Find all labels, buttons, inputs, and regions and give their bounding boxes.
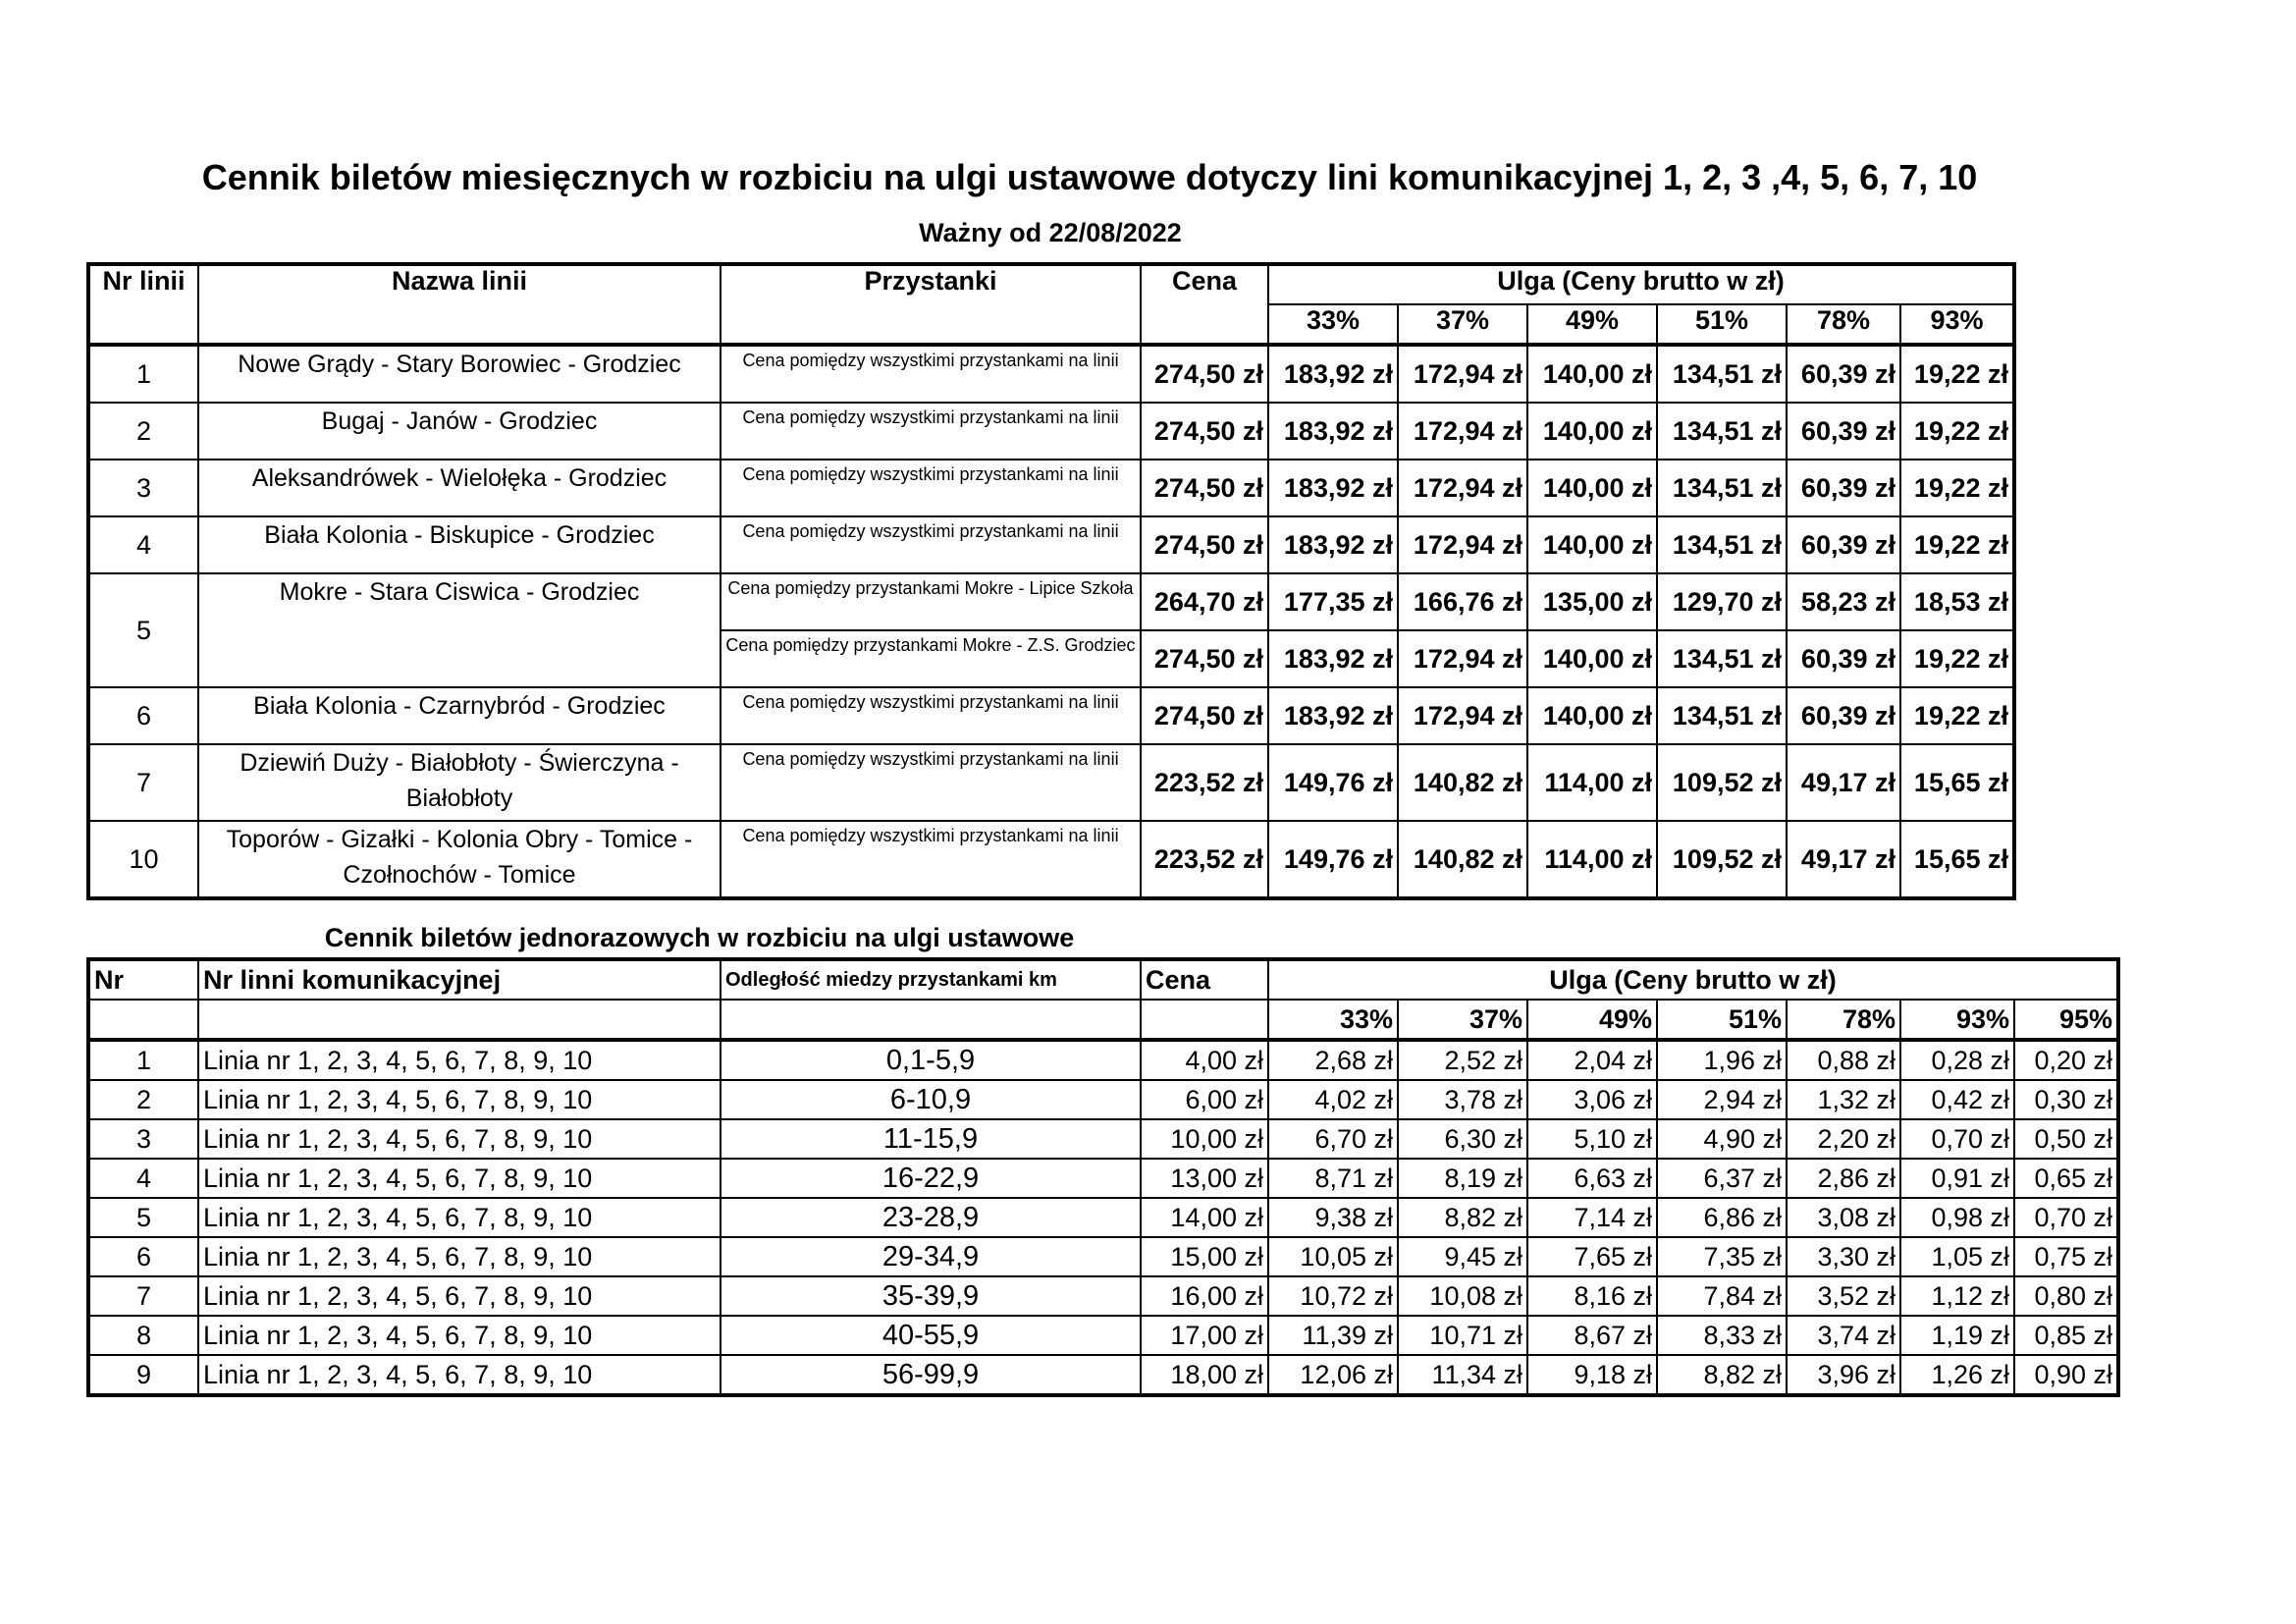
price-cell: 134,51 zł [1657, 403, 1787, 460]
price-cell: 114,00 zł [1527, 821, 1657, 898]
price-cell: 10,71 zł [1398, 1316, 1527, 1355]
line-list: Linia nr 1, 2, 3, 4, 5, 6, 7, 8, 9, 10 [198, 1276, 721, 1316]
price-cell: 3,74 zł [1787, 1316, 1900, 1355]
price-cell: 1,12 zł [1900, 1276, 2014, 1316]
table-row [88, 573, 2014, 630]
price-cell: 10,08 zł [1398, 1276, 1527, 1316]
price-cell: 2,20 zł [1787, 1119, 1900, 1159]
line-name: Bugaj - Janów - Grodziec [198, 403, 721, 460]
distance-range: 56-99,9 [721, 1355, 1141, 1395]
header-nr: Nr [88, 959, 198, 1000]
price-cell: 274,50 zł [1141, 516, 1268, 573]
table-row [88, 1276, 2118, 1316]
price-cell: 3,52 zł [1787, 1276, 1900, 1316]
price-cell: 18,00 zł [1141, 1355, 1268, 1395]
price-cell: 13,00 zł [1141, 1159, 1268, 1198]
monthly-price-table [86, 262, 2016, 900]
single-price-table [86, 957, 2120, 1397]
price-cell: 60,39 zł [1787, 687, 1900, 744]
table-row [88, 460, 2014, 516]
stops-description: Cena pomiędzy wszystkimi przystankami na linii [721, 687, 1141, 744]
stops-description: Cena pomiędzy wszystkimi przystankami na linii [721, 345, 1141, 403]
distance-range: 29-34,9 [721, 1237, 1141, 1276]
price-cell: 6,70 zł [1268, 1119, 1398, 1159]
header-pct: 51% [1657, 1000, 1787, 1040]
header-pct: 95% [2014, 1000, 2118, 1040]
price-cell: 49,17 zł [1787, 744, 1900, 821]
row-number: 6 [88, 1237, 198, 1276]
price-cell: 8,33 zł [1657, 1316, 1787, 1355]
single-ticket-title: Cennik biletów jednorazowych w rozbiciu na ulgi ustawowe [324, 923, 1075, 952]
price-cell: 9,45 zł [1398, 1237, 1527, 1276]
price-cell: 18,53 zł [1900, 573, 2014, 630]
single-table-body [88, 1040, 2118, 1395]
table-row [88, 1198, 2118, 1237]
price-cell: 3,78 zł [1398, 1080, 1527, 1119]
price-cell: 60,39 zł [1787, 345, 1900, 403]
row-number: 1 [88, 1040, 198, 1080]
price-cell: 60,39 zł [1787, 403, 1900, 460]
row-number: 8 [88, 1316, 198, 1355]
price-cell: 183,92 zł [1268, 516, 1398, 573]
distance-range: 23-28,9 [721, 1198, 1141, 1237]
price-cell: 0,80 zł [2014, 1276, 2118, 1316]
table-row [88, 1119, 2118, 1159]
price-cell: 15,65 zł [1900, 821, 2014, 898]
price-cell: 0,98 zł [1900, 1198, 2014, 1237]
price-cell: 12,06 zł [1268, 1355, 1398, 1395]
price-cell: 0,42 zł [1900, 1080, 2014, 1119]
header-empty [198, 1000, 721, 1040]
price-cell: 183,92 zł [1268, 345, 1398, 403]
line-number: 5 [88, 573, 198, 687]
price-cell: 19,22 zł [1900, 630, 2014, 687]
price-cell: 4,90 zł [1657, 1119, 1787, 1159]
line-list: Linia nr 1, 2, 3, 4, 5, 6, 7, 8, 9, 10 [198, 1040, 721, 1080]
price-cell: 183,92 zł [1268, 403, 1398, 460]
line-number: 3 [88, 460, 198, 516]
line-name: Toporów - Gizałki - Kolonia Obry - Tomice - Czołnochów - Tomice [198, 821, 721, 898]
header-pct: 49% [1527, 304, 1657, 345]
header-price: Cena [1141, 264, 1268, 345]
price-cell: 172,94 zł [1398, 403, 1527, 460]
line-number: 1 [88, 345, 198, 403]
line-list: Linia nr 1, 2, 3, 4, 5, 6, 7, 8, 9, 10 [198, 1316, 721, 1355]
line-number: 4 [88, 516, 198, 573]
price-cell: 0,30 zł [2014, 1080, 2118, 1119]
price-cell: 11,34 zł [1398, 1355, 1527, 1395]
price-cell: 274,50 zł [1141, 630, 1268, 687]
line-name: Biała Kolonia - Biskupice - Grodziec [198, 516, 721, 573]
price-cell: 8,16 zł [1527, 1276, 1657, 1316]
price-cell: 19,22 zł [1900, 687, 2014, 744]
row-number: 9 [88, 1355, 198, 1395]
table-row [88, 403, 2014, 460]
table-row [88, 821, 2014, 898]
price-cell: 4,00 zł [1141, 1040, 1268, 1080]
price-cell: 274,50 zł [1141, 345, 1268, 403]
price-cell: 1,32 zł [1787, 1080, 1900, 1119]
header-discount: Ulga (Ceny brutto w zł) [1268, 264, 2014, 304]
distance-range: 0,1-5,9 [721, 1040, 1141, 1080]
price-cell: 5,10 zł [1527, 1119, 1657, 1159]
table-row [88, 1080, 2118, 1119]
price-cell: 8,82 zł [1657, 1355, 1787, 1395]
table-row [88, 1316, 2118, 1355]
price-cell: 223,52 zł [1141, 744, 1268, 821]
price-cell: 0,88 zł [1787, 1040, 1900, 1080]
price-cell: 4,02 zł [1268, 1080, 1398, 1119]
price-cell: 264,70 zł [1141, 573, 1268, 630]
stops-description: Cena pomiędzy wszystkimi przystankami na linii [721, 516, 1141, 573]
price-cell: 166,76 zł [1398, 573, 1527, 630]
price-cell: 172,94 zł [1398, 516, 1527, 573]
line-list: Linia nr 1, 2, 3, 4, 5, 6, 7, 8, 9, 10 [198, 1119, 721, 1159]
price-cell: 0,75 zł [2014, 1237, 2118, 1276]
header-pct: 37% [1398, 1000, 1527, 1040]
price-cell: 140,00 zł [1527, 403, 1657, 460]
line-list: Linia nr 1, 2, 3, 4, 5, 6, 7, 8, 9, 10 [198, 1159, 721, 1198]
header-pct: 49% [1527, 1000, 1657, 1040]
price-cell: 10,00 zł [1141, 1119, 1268, 1159]
monthly-table-body [88, 345, 2014, 898]
header-stops: Przystanki [721, 264, 1141, 345]
price-cell: 6,86 zł [1657, 1198, 1787, 1237]
header-name: Nazwa linii [198, 264, 721, 345]
price-cell: 19,22 zł [1900, 516, 2014, 573]
price-cell: 1,26 zł [1900, 1355, 2014, 1395]
distance-range: 11-15,9 [721, 1119, 1141, 1159]
price-cell: 114,00 zł [1527, 744, 1657, 821]
price-cell: 0,20 zł [2014, 1040, 2118, 1080]
line-list: Linia nr 1, 2, 3, 4, 5, 6, 7, 8, 9, 10 [198, 1237, 721, 1276]
price-cell: 140,00 zł [1527, 687, 1657, 744]
row-number: 7 [88, 1276, 198, 1316]
price-cell: 140,82 zł [1398, 821, 1527, 898]
price-cell: 8,71 zł [1268, 1159, 1398, 1198]
header-pct: 33% [1268, 304, 1398, 345]
price-cell: 60,39 zł [1787, 516, 1900, 573]
price-cell: 60,39 zł [1787, 460, 1900, 516]
price-cell: 183,92 zł [1268, 687, 1398, 744]
validity-date: Ważny od 22/08/2022 [919, 218, 1182, 247]
price-cell: 140,00 zł [1527, 630, 1657, 687]
price-cell: 6,63 zł [1527, 1159, 1657, 1198]
price-cell: 1,19 zł [1900, 1316, 2014, 1355]
price-cell: 11,39 zł [1268, 1316, 1398, 1355]
row-number: 4 [88, 1159, 198, 1198]
price-cell: 0,85 zł [2014, 1316, 2118, 1355]
table-row [88, 1040, 2118, 1080]
table-row [88, 1159, 2118, 1198]
line-number: 7 [88, 744, 198, 821]
price-cell: 172,94 zł [1398, 460, 1527, 516]
table-row [88, 1237, 2118, 1276]
price-cell: 2,86 zł [1787, 1159, 1900, 1198]
price-cell: 140,00 zł [1527, 460, 1657, 516]
price-cell: 2,52 zł [1398, 1040, 1527, 1080]
header-pct: 51% [1657, 304, 1787, 345]
table-row [88, 345, 2014, 403]
line-name: Aleksandrówek - Wielołęka - Grodziec [198, 460, 721, 516]
price-cell: 223,52 zł [1141, 821, 1268, 898]
price-cell: 2,04 zł [1527, 1040, 1657, 1080]
line-name: Nowe Grądy - Stary Borowiec - Grodziec [198, 345, 721, 403]
price-cell: 134,51 zł [1657, 345, 1787, 403]
price-cell: 15,65 zł [1900, 744, 2014, 821]
line-name: Biała Kolonia - Czarnybród - Grodziec [198, 687, 721, 744]
table-row [88, 687, 2014, 744]
price-cell: 19,22 zł [1900, 345, 2014, 403]
row-number: 5 [88, 1198, 198, 1237]
header-nr: Nr linii [88, 264, 198, 345]
stops-description: Cena pomiędzy przystankami Mokre - Lipice Szkoła [721, 573, 1141, 630]
price-cell: 10,05 zł [1268, 1237, 1398, 1276]
price-cell: 8,82 zł [1398, 1198, 1527, 1237]
price-cell: 15,00 zł [1141, 1237, 1268, 1276]
header-empty [721, 1000, 1141, 1040]
price-cell: 17,00 zł [1141, 1316, 1268, 1355]
price-cell: 9,18 zł [1527, 1355, 1657, 1395]
price-cell: 140,00 zł [1527, 516, 1657, 573]
price-cell: 16,00 zł [1141, 1276, 1268, 1316]
header-empty [88, 1000, 198, 1040]
price-cell: 60,39 zł [1787, 630, 1900, 687]
distance-range: 16-22,9 [721, 1159, 1141, 1198]
header-pct: 93% [1900, 304, 2014, 345]
price-cell: 6,00 zł [1141, 1080, 1268, 1119]
price-cell: 2,94 zł [1657, 1080, 1787, 1119]
price-cell: 58,23 zł [1787, 573, 1900, 630]
table-row [88, 1355, 2118, 1395]
line-number: 10 [88, 821, 198, 898]
price-cell: 177,35 zł [1268, 573, 1398, 630]
line-list: Linia nr 1, 2, 3, 4, 5, 6, 7, 8, 9, 10 [198, 1080, 721, 1119]
page-title: Cennik biletów miesięcznych w rozbiciu na ulgi ustawowe dotyczy lini komunikacyjnej 1, 2, 3 ,4, 5, 6, 7, 10 [201, 157, 1978, 197]
price-cell: 8,67 zł [1527, 1316, 1657, 1355]
price-cell: 109,52 zł [1657, 744, 1787, 821]
price-cell: 19,22 zł [1900, 460, 2014, 516]
price-cell: 134,51 zł [1657, 516, 1787, 573]
price-cell: 7,35 zł [1657, 1237, 1787, 1276]
header-empty [1141, 1000, 1268, 1040]
price-cell: 3,06 zł [1527, 1080, 1657, 1119]
price-cell: 1,96 zł [1657, 1040, 1787, 1080]
price-cell: 109,52 zł [1657, 821, 1787, 898]
price-cell: 7,65 zł [1527, 1237, 1657, 1276]
header-distance: Odległość miedzy przystankami km [721, 959, 1141, 1000]
header-pct: 78% [1787, 1000, 1900, 1040]
price-cell: 2,68 zł [1268, 1040, 1398, 1080]
price-cell: 149,76 zł [1268, 821, 1398, 898]
price-cell: 134,51 zł [1657, 687, 1787, 744]
price-cell: 172,94 zł [1398, 630, 1527, 687]
header-pct: 37% [1398, 304, 1527, 345]
row-number: 3 [88, 1119, 198, 1159]
price-cell: 0,70 zł [1900, 1119, 2014, 1159]
price-cell: 0,65 zł [2014, 1159, 2118, 1198]
distance-range: 35-39,9 [721, 1276, 1141, 1316]
header-pct: 78% [1787, 304, 1900, 345]
price-cell: 6,37 zł [1657, 1159, 1787, 1198]
price-cell: 3,96 zł [1787, 1355, 1900, 1395]
price-cell: 134,51 zł [1657, 630, 1787, 687]
price-cell: 6,30 zł [1398, 1119, 1527, 1159]
stops-description: Cena pomiędzy wszystkimi przystankami na linii [721, 403, 1141, 460]
price-cell: 183,92 zł [1268, 460, 1398, 516]
price-cell: 172,94 zł [1398, 687, 1527, 744]
line-number: 2 [88, 403, 198, 460]
price-cell: 7,84 zł [1657, 1276, 1787, 1316]
stops-description: Cena pomiędzy wszystkimi przystankami na linii [721, 821, 1141, 898]
price-cell: 8,19 zł [1398, 1159, 1527, 1198]
price-cell: 1,05 zł [1900, 1237, 2014, 1276]
line-number: 6 [88, 687, 198, 744]
price-cell: 135,00 zł [1527, 573, 1657, 630]
price-cell: 274,50 zł [1141, 460, 1268, 516]
header-line: Nr linni komunikacyjnej [198, 959, 721, 1000]
price-cell: 0,50 zł [2014, 1119, 2118, 1159]
price-cell: 7,14 zł [1527, 1198, 1657, 1237]
header-price: Cena [1141, 959, 1268, 1000]
price-cell: 172,94 zł [1398, 345, 1527, 403]
price-cell: 3,30 zł [1787, 1237, 1900, 1276]
price-cell: 274,50 zł [1141, 687, 1268, 744]
price-cell: 274,50 zł [1141, 403, 1268, 460]
line-name: Dziewiń Duży - Białobłoty - Świerczyna - Białobłoty [198, 744, 721, 821]
price-cell: 0,90 zł [2014, 1355, 2118, 1395]
stops-description: Cena pomiędzy wszystkimi przystankami na linii [721, 460, 1141, 516]
row-number: 2 [88, 1080, 198, 1119]
header-pct: 33% [1268, 1000, 1398, 1040]
price-cell: 183,92 zł [1268, 630, 1398, 687]
price-cell: 9,38 zł [1268, 1198, 1398, 1237]
stops-description: Cena pomiędzy wszystkimi przystankami na linii [721, 744, 1141, 821]
price-cell: 149,76 zł [1268, 744, 1398, 821]
table-row [88, 516, 2014, 573]
price-cell: 19,22 zł [1900, 403, 2014, 460]
price-cell: 0,28 zł [1900, 1040, 2014, 1080]
line-list: Linia nr 1, 2, 3, 4, 5, 6, 7, 8, 9, 10 [198, 1355, 721, 1395]
price-cell: 134,51 zł [1657, 460, 1787, 516]
line-name: Mokre - Stara Ciswica - Grodziec [198, 573, 721, 687]
table-row [88, 744, 2014, 821]
stops-description: Cena pomiędzy przystankami Mokre - Z.S. Grodziec [721, 630, 1141, 687]
price-cell: 140,00 zł [1527, 345, 1657, 403]
price-cell: 129,70 zł [1657, 573, 1787, 630]
price-cell: 0,91 zł [1900, 1159, 2014, 1198]
price-cell: 10,72 zł [1268, 1276, 1398, 1316]
price-cell: 49,17 zł [1787, 821, 1900, 898]
distance-range: 40-55,9 [721, 1316, 1141, 1355]
distance-range: 6-10,9 [721, 1080, 1141, 1119]
header-pct: 93% [1900, 1000, 2014, 1040]
price-cell: 140,82 zł [1398, 744, 1527, 821]
header-discount: Ulga (Ceny brutto w zł) [1268, 959, 2118, 1000]
price-cell: 14,00 zł [1141, 1198, 1268, 1237]
price-cell: 0,70 zł [2014, 1198, 2118, 1237]
line-list: Linia nr 1, 2, 3, 4, 5, 6, 7, 8, 9, 10 [198, 1198, 721, 1237]
price-cell: 3,08 zł [1787, 1198, 1900, 1237]
